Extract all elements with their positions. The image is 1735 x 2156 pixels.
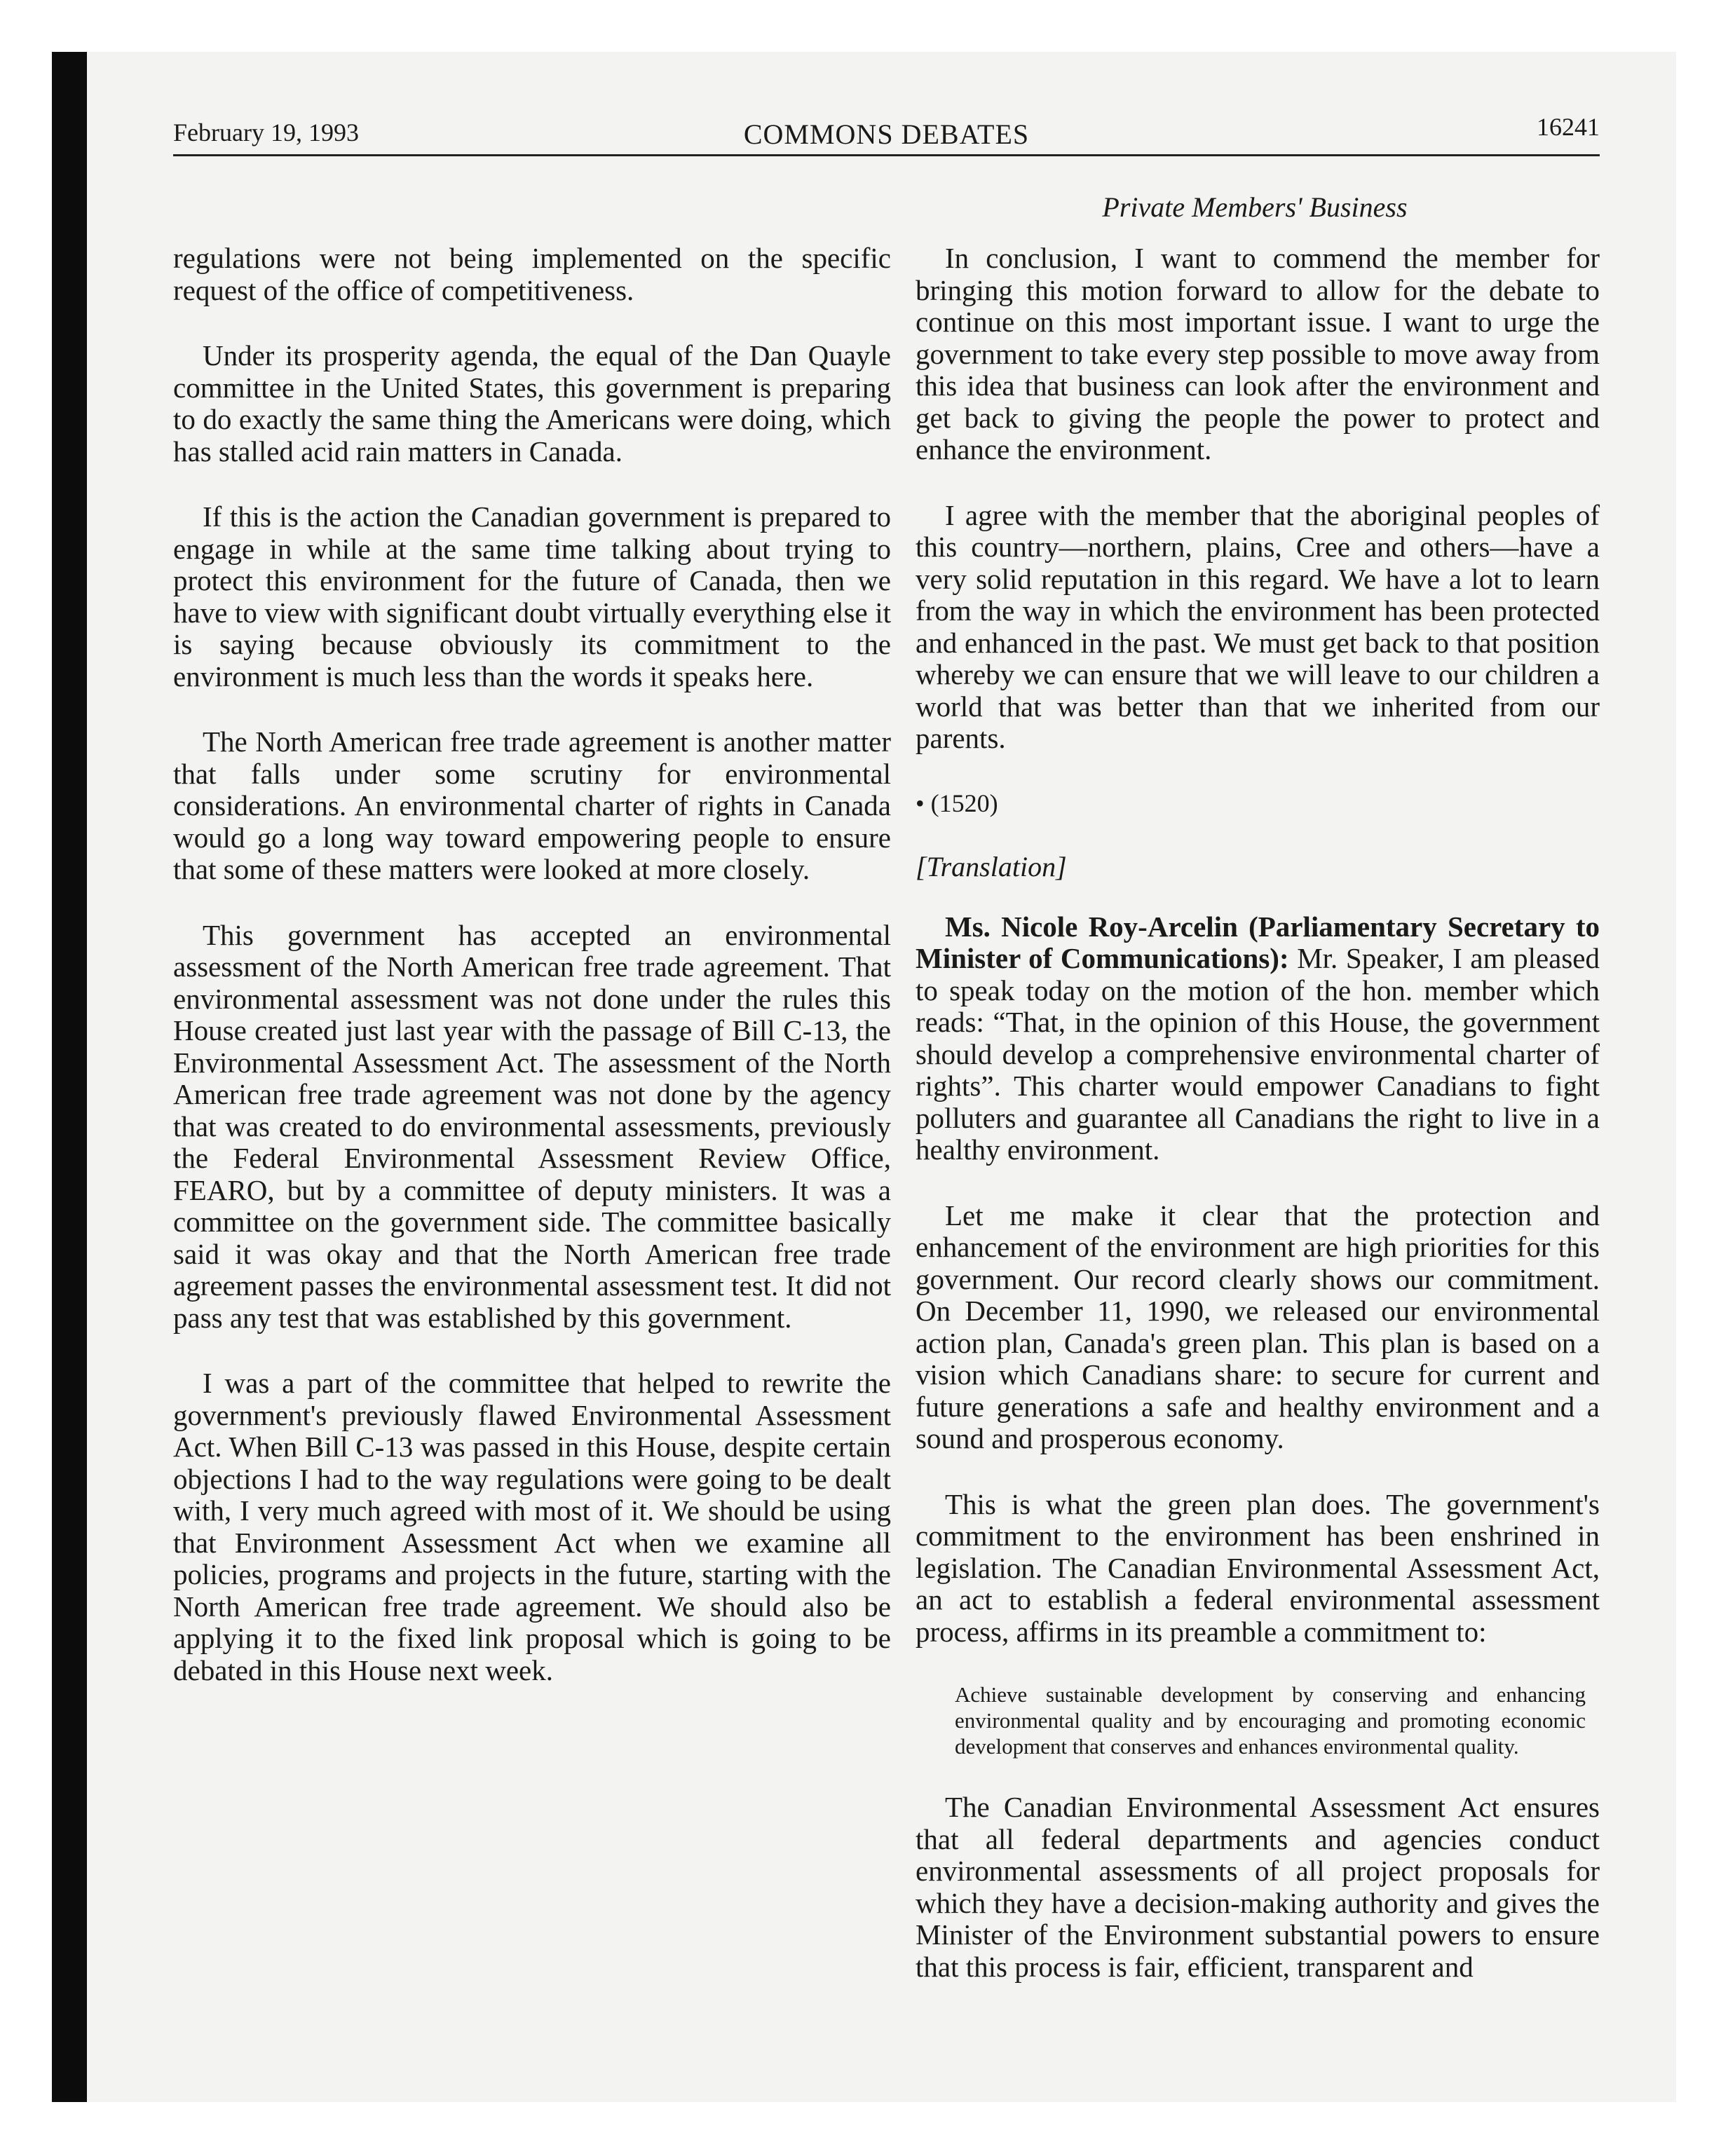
paragraph: In conclusion, I want to commend the member for bringing this motion forward to allow for the debate to continue on this most important issue. I want to urge the government to take every step possible to move away from this idea that business can look after the environment and get back to giving the people the power to protect and enhance the environment. (916, 242, 1600, 465)
paragraph: I was a part of the committee that helped to rewrite the government's previously flawed Environmental Assessment Act. When Bill C-13 was passed in this House, despite certain objections I had to the way regulations were going to be dealt with, I very much agreed with most of it. We should be using that Environment Assessment Act when we examine all policies, programs and projects in the future, starting with the North American free trade agreement. We should also be applying it to the fixed link proposal which is going to be debated in this House next week. (173, 1367, 891, 1686)
header-title: COMMONS DEBATES (743, 118, 1030, 150)
time-marker: • (1520) (916, 789, 998, 817)
section-title: Private Members' Business (1102, 191, 1408, 223)
page-number: 16241 (1537, 113, 1600, 141)
speech-paragraph (916, 911, 1600, 1166)
paragraph: Let me make it clear that the protection and enhancement of the environment are high priorities for this government. Our record clearly shows our commitment. On December 11, 1990, we released our environmental action plan, Canada's green plan. This plan is based on a vision which Canadians share: to secure for current and future generations a safe and healthy environment and a sound and prosperous economy. (916, 1199, 1600, 1454)
paragraph: If this is the action the Canadian government is prepared to engage in while at the same time talking about trying to protect this environment for the future of Canada, then we have to view with significant doubt virtually everything else it is saying because obviously its commitment to the environment is much less than the words it speaks here. (173, 500, 891, 692)
left-column (173, 243, 891, 1720)
right-column (916, 243, 1600, 2017)
paragraph: regulations were not being implemented on the specific request of the office of competitiveness. (173, 242, 891, 306)
translation-label (916, 850, 1600, 883)
paragraph: The North American free trade agreement is another matter that falls under some scrutiny for environmental considerations. An environmental charter of rights in Canada would go a long way toward empowering people to ensure that some of these matters were looked at more closely. (173, 725, 891, 885)
speech-text: Mr. Speaker, I am pleased to speak today on the motion of the hon. member which reads: “That, in the opinion of this House, the government should develop a comprehensive environmental charter of rights”. This charter would empower Canadians to fight polluters and guarantee all Canadians the right to live in a healthy environment. (916, 942, 1600, 1166)
paragraph: This government has accepted an environmental assessment of the North American free trade agreement. That environmental assessment was not done under the rules this House created just last year with the passage of Bill C-13, the Environmental Assessment Act. The assessment of the North American free trade agreement was not done by the agency that was created to do environmental assessments, previously the Federal Environmental Assessment Review Office, FEARO, but by a committee of deputy ministers. It was a committee on the government side. The committee basically said it was okay and that the North American free trade agreement passes the environmental assessment test. It did not pass any test that was established by this government. (173, 918, 891, 1334)
header-rule (173, 154, 1600, 156)
speaker-name: Ms. Nicole Roy-Arcelin (Parliamentary Secretary to Minister of Communications): (916, 910, 1600, 974)
scan-binding-edge (52, 52, 87, 2102)
block-quote: Achieve sustainable development by conserving and enhancing environmental quality and by encouraging and promoting economic development that conserves and enhances environmental quality. (955, 1682, 1586, 1759)
paragraph: This is what the green plan does. The government's commitment to the environment has been enshrined in legislation. The Canadian Environmental Assessment Act, an act to establish a federal environmental assessment process, affirms in its preamble a commitment to: (916, 1487, 1600, 1648)
paragraph: I agree with the member that the aboriginal peoples of this country—northern, plains, Cree and others—have a very solid reputation in this regard. We have a lot to learn from the way in which the environment has been protected and enhanced in the past. We must get back to that position whereby we can ensure that we will leave to our children a world that was better than that we inherited from our parents. (916, 498, 1600, 754)
paragraph: Under its prosperity agenda, the equal of the Dan Quayle committee in the United States, this government is preparing to do exactly the same thing the Americans were doing, which has stalled acid rain matters in Canada. (173, 339, 891, 468)
header-date: February 19, 1993 (173, 118, 359, 146)
paragraph: The Canadian Environmental Assessment Act ensures that all federal departments and agencies conduct environmental assessments of all project proposals for which they have a decision-making authority and gives the Minister of the Environment substantial powers to ensure that this process is fair, efficient, transparent and (916, 1791, 1600, 1983)
translation-label-text: [Translation] (916, 850, 1067, 882)
